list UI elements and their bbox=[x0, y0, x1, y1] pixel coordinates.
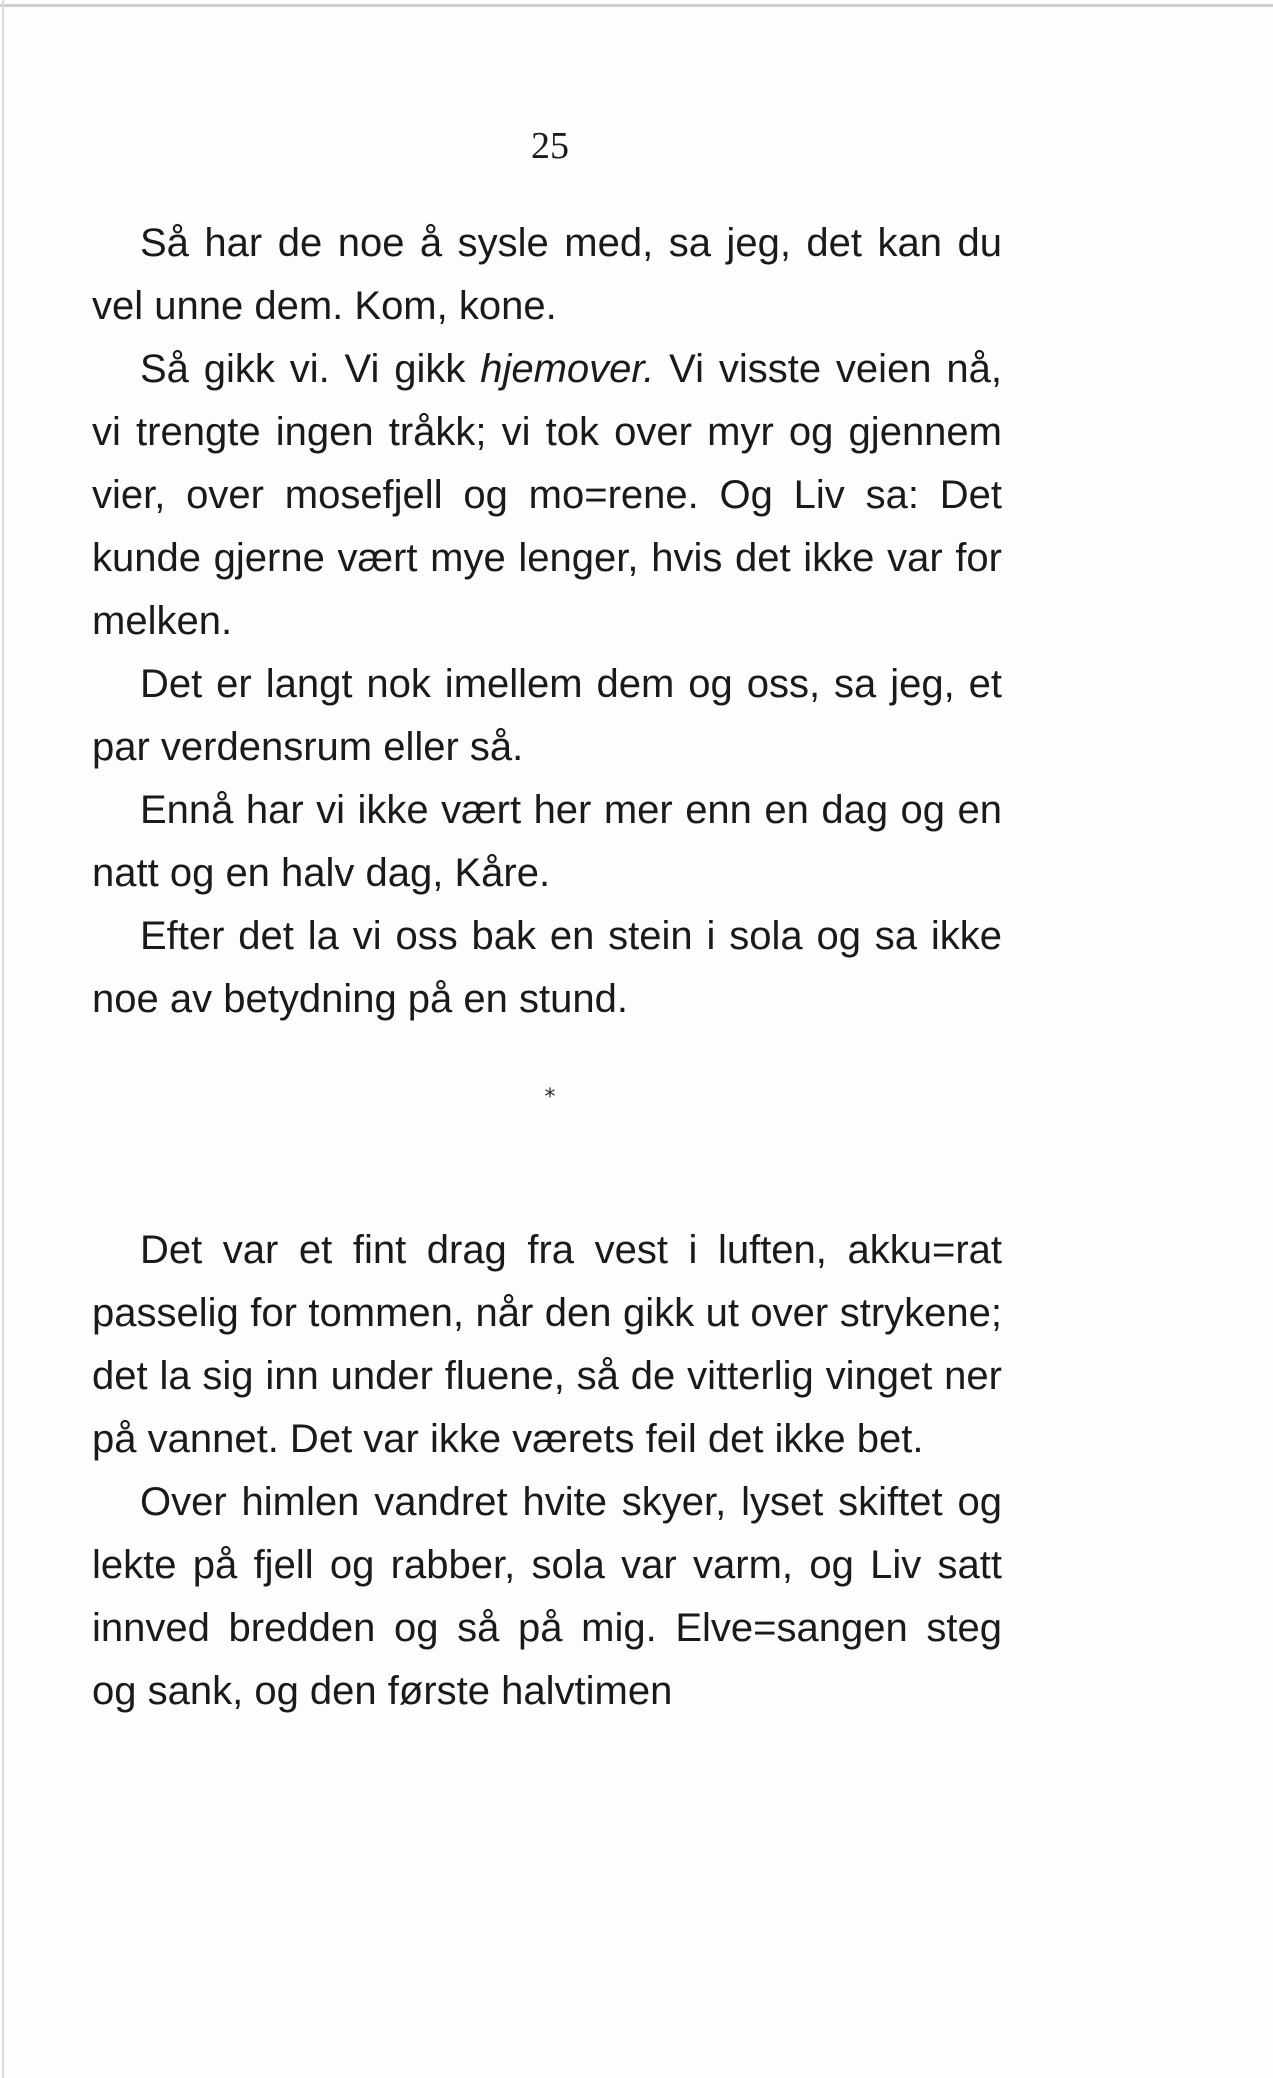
paragraph-text: Vi visste veien nå, vi trengte ingen tråkk; vi tok over myr og gjennem vier, over mosefjell og mo=rene. Og Liv sa: Det kunde gjerne vært mye lenger, hvis det ikke var for melken. bbox=[92, 347, 1002, 643]
paragraph: Over himlen vandret hvite skyer, lyset skiftet og lekte på fjell og rabber, sola var varm, og Liv satt innved bredden og så på mig. Elve=sangen steg og sank, og den første halvtimen bbox=[92, 1480, 1002, 1713]
paragraph bbox=[92, 338, 1002, 653]
paragraph: Ennå har vi ikke vært her mer enn en dag og en natt og en halv dag, Kåre. bbox=[92, 788, 1002, 895]
paragraph: Det er langt nok imellem dem og oss, sa jeg, et par verdensrum eller så. bbox=[92, 662, 1002, 769]
text-section-2 bbox=[92, 1219, 1002, 1723]
paragraph: Det var et fint drag fra vest i luften, akku=rat passelig for tommen, når den gikk ut over strykene; det la sig inn under fluene, så de vitterlig vinget ner på vannet. Det var ikke værets feil det ikke bet. bbox=[92, 1228, 1002, 1461]
top-edge-line bbox=[0, 4, 1273, 7]
paragraph-text: Så gikk vi. Vi gikk bbox=[140, 347, 481, 391]
section-divider-asterisk: * bbox=[544, 1085, 556, 1110]
paragraph: Så har de noe å sysle med, sa jeg, det kan du vel unne dem. Kom, kone. bbox=[92, 221, 1002, 328]
paragraph: Efter det la vi oss bak en stein i sola og sa ikke noe av betydning på en stund. bbox=[92, 914, 1002, 1021]
emphasis-text: hjemover. bbox=[480, 347, 655, 391]
text-section-1 bbox=[92, 212, 1002, 1031]
left-edge-line bbox=[2, 0, 4, 2078]
page-number: 25 bbox=[531, 125, 569, 167]
